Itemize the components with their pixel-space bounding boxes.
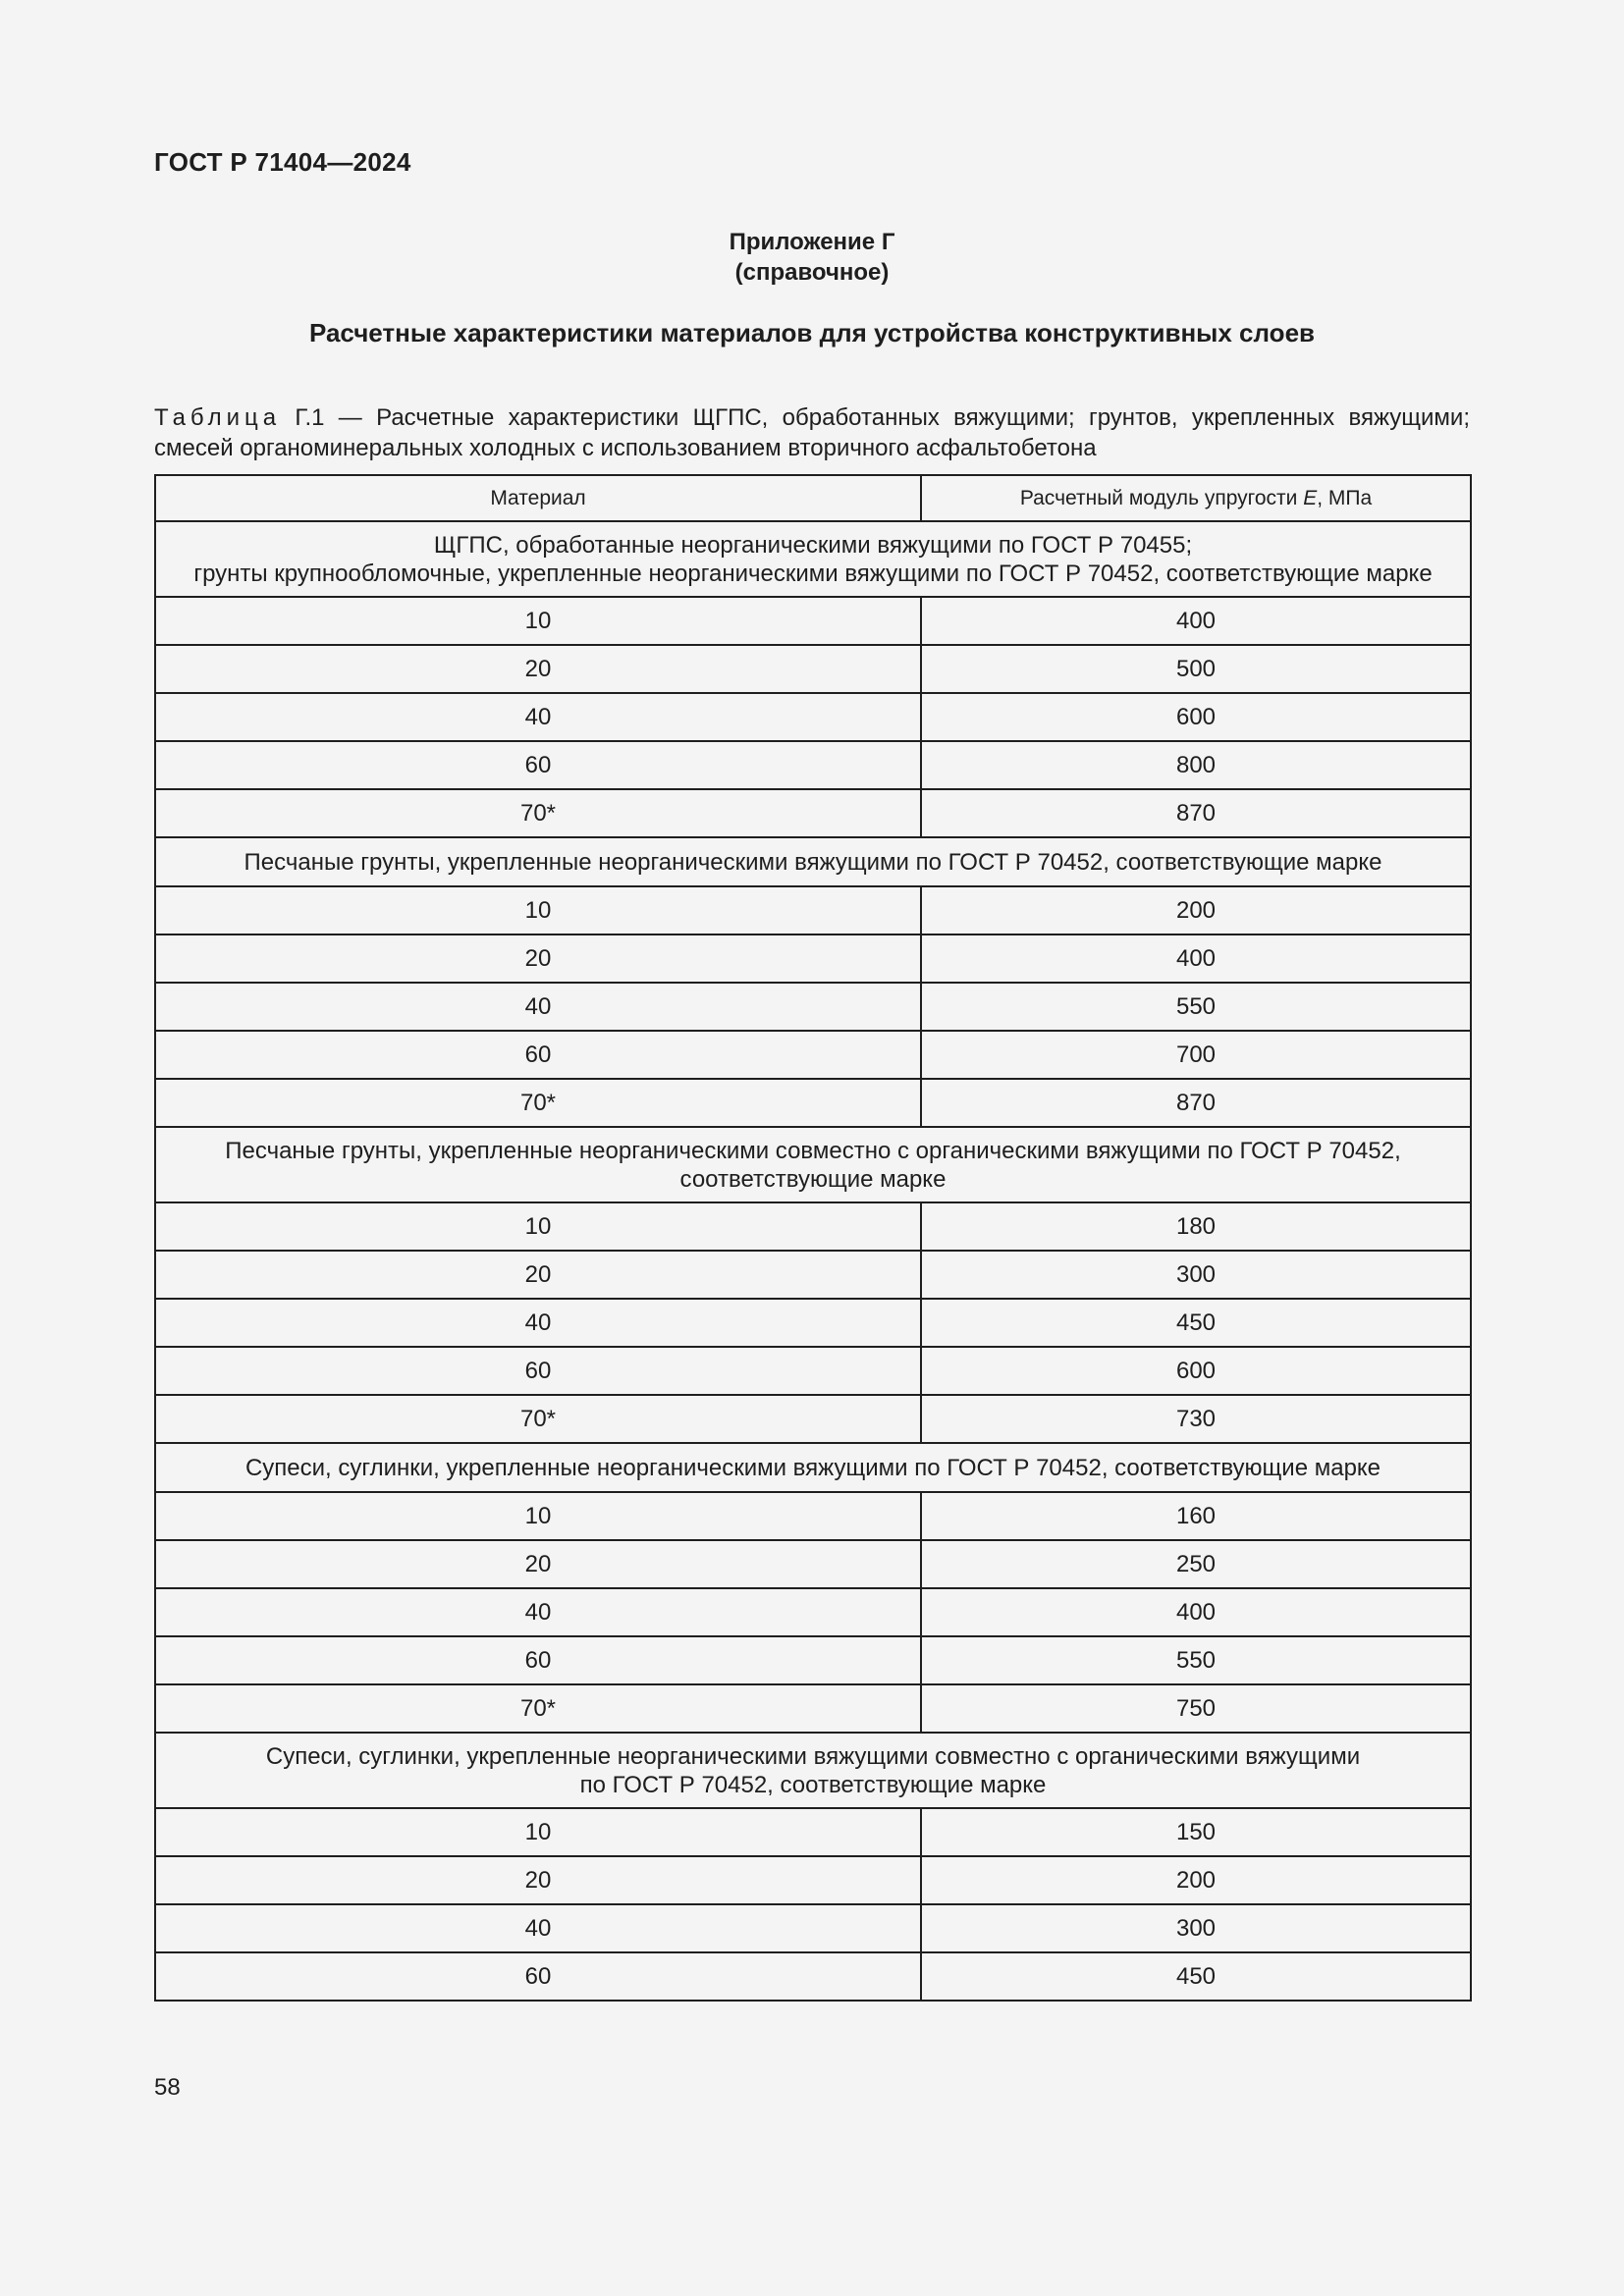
modulus-cell: 160 <box>921 1492 1471 1540</box>
modulus-cell: 300 <box>921 1904 1471 1952</box>
mark-cell: 10 <box>155 1492 921 1540</box>
modulus-cell: 400 <box>921 597 1471 645</box>
group-heading <box>155 1443 1471 1492</box>
mark-cell: 40 <box>155 1904 921 1952</box>
mark-cell: 40 <box>155 693 921 741</box>
table-row <box>155 1299 1471 1347</box>
modulus-cell: 750 <box>921 1684 1471 1733</box>
table-row <box>155 983 1471 1031</box>
table-row <box>155 1856 1471 1904</box>
table-row <box>155 1251 1471 1299</box>
table-caption-text: Г.1 — Расчетные характеристики ЩГПС, обработанных вяжущими; грунтов, укрепленных вяжущими; смесей органоминеральных холодных с использованием вторичного асфальтобетона <box>154 404 1470 461</box>
column-header-material: Материал <box>155 475 921 521</box>
mark-cell: 60 <box>155 741 921 789</box>
mark-cell: 10 <box>155 1808 921 1856</box>
group-heading <box>155 1733 1471 1808</box>
appendix-label: Приложение Г <box>729 229 895 255</box>
mark-cell: 20 <box>155 1856 921 1904</box>
table-row <box>155 597 1471 645</box>
modulus-cell: 800 <box>921 741 1471 789</box>
mark-cell: 70* <box>155 789 921 837</box>
mark-cell: 40 <box>155 1299 921 1347</box>
mark-cell: 40 <box>155 983 921 1031</box>
table-row <box>155 693 1471 741</box>
modulus-cell: 450 <box>921 1952 1471 2001</box>
modulus-cell: 550 <box>921 983 1471 1031</box>
table-row <box>155 1079 1471 1127</box>
modulus-cell: 870 <box>921 789 1471 837</box>
mark-cell: 20 <box>155 1251 921 1299</box>
group-heading-line: Супеси, суглинки, укрепленные неорганическими вяжущими по ГОСТ Р 70452, соответствующие марке <box>244 1454 1381 1481</box>
table-row <box>155 1952 1471 2001</box>
modulus-cell: 400 <box>921 1588 1471 1636</box>
mark-cell: 70* <box>155 1684 921 1733</box>
table-caption-label: Таблица <box>154 404 282 431</box>
modulus-cell: 700 <box>921 1031 1471 1079</box>
modulus-cell: 300 <box>921 1251 1471 1299</box>
table-row <box>155 1202 1471 1251</box>
modulus-cell: 250 <box>921 1540 1471 1588</box>
modulus-cell: 400 <box>921 934 1471 983</box>
mark-cell: 10 <box>155 597 921 645</box>
modulus-cell: 450 <box>921 1299 1471 1347</box>
table-row <box>155 789 1471 837</box>
modulus-cell: 870 <box>921 1079 1471 1127</box>
group-heading-line: Песчаные грунты, укрепленные неорганическими совместно с органическими вяжущими по ГОСТ Р 70452, <box>225 1137 1401 1164</box>
mark-cell: 70* <box>155 1079 921 1127</box>
modulus-cell: 500 <box>921 645 1471 693</box>
modulus-symbol: E <box>1303 487 1318 509</box>
group-heading-line: соответствующие марке <box>679 1165 947 1193</box>
table-row <box>155 1684 1471 1733</box>
table-row <box>155 1492 1471 1540</box>
modulus-cell: 600 <box>921 1347 1471 1395</box>
document-code: ГОСТ Р 71404—2024 <box>154 147 411 177</box>
modulus-cell: 180 <box>921 1202 1471 1251</box>
mark-cell: 20 <box>155 934 921 983</box>
group-header-row <box>155 1733 1471 1808</box>
page-number: 58 <box>154 2074 181 2101</box>
mark-cell: 60 <box>155 1636 921 1684</box>
table-row <box>155 1031 1471 1079</box>
table-row <box>155 741 1471 789</box>
table-row <box>155 934 1471 983</box>
group-heading-line: грунты крупнообломочные, укрепленные неорганическими вяжущими по ГОСТ Р 70452, соответствующие марке <box>193 560 1433 587</box>
group-heading-line: по ГОСТ Р 70452, соответствующие марке <box>579 1771 1047 1798</box>
table-row <box>155 1904 1471 1952</box>
table-caption <box>154 402 1470 463</box>
group-header-row <box>155 1443 1471 1492</box>
modulus-prefix: Расчетный модуль упругости <box>1019 487 1304 509</box>
table-body <box>155 521 1471 2001</box>
table-header-row <box>155 475 1471 521</box>
group-heading-line: Супеси, суглинки, укрепленные неорганическими вяжущими совместно с органическими вяжущими <box>265 1742 1361 1770</box>
modulus-cell: 200 <box>921 886 1471 934</box>
mark-cell: 10 <box>155 886 921 934</box>
table-row <box>155 886 1471 934</box>
mark-cell: 60 <box>155 1031 921 1079</box>
table-row <box>155 1347 1471 1395</box>
table-row <box>155 1540 1471 1588</box>
group-heading <box>155 1127 1471 1202</box>
table-row <box>155 1395 1471 1443</box>
modulus-cell: 600 <box>921 693 1471 741</box>
modulus-suffix: , МПа <box>1317 487 1373 509</box>
mark-cell: 20 <box>155 645 921 693</box>
group-header-row <box>155 521 1471 597</box>
table-row <box>155 1636 1471 1684</box>
mark-cell: 60 <box>155 1347 921 1395</box>
mark-cell: 70* <box>155 1395 921 1443</box>
appendix-title: Расчетные характеристики материалов для устройства конструктивных слоев <box>308 318 1316 347</box>
modulus-cell: 550 <box>921 1636 1471 1684</box>
mark-cell: 10 <box>155 1202 921 1251</box>
mark-cell: 60 <box>155 1952 921 2001</box>
group-heading <box>155 837 1471 886</box>
table-row <box>155 1588 1471 1636</box>
appendix-kind: (справочное) <box>734 259 890 286</box>
table-row <box>155 645 1471 693</box>
modulus-cell: 150 <box>921 1808 1471 1856</box>
table-row <box>155 1808 1471 1856</box>
group-header-row <box>155 1127 1471 1202</box>
column-header-modulus <box>921 475 1471 521</box>
group-heading-line: ЩГПС, обработанные неорганическими вяжущими по ГОСТ Р 70455; <box>433 531 1193 559</box>
modulus-cell: 730 <box>921 1395 1471 1443</box>
characteristics-table <box>154 474 1472 2002</box>
group-heading <box>155 521 1471 597</box>
mark-cell: 20 <box>155 1540 921 1588</box>
group-heading-line: Песчаные грунты, укрепленные неорганическими вяжущими по ГОСТ Р 70452, соответствующие марке <box>244 848 1382 876</box>
group-header-row <box>155 837 1471 886</box>
modulus-cell: 200 <box>921 1856 1471 1904</box>
mark-cell: 40 <box>155 1588 921 1636</box>
